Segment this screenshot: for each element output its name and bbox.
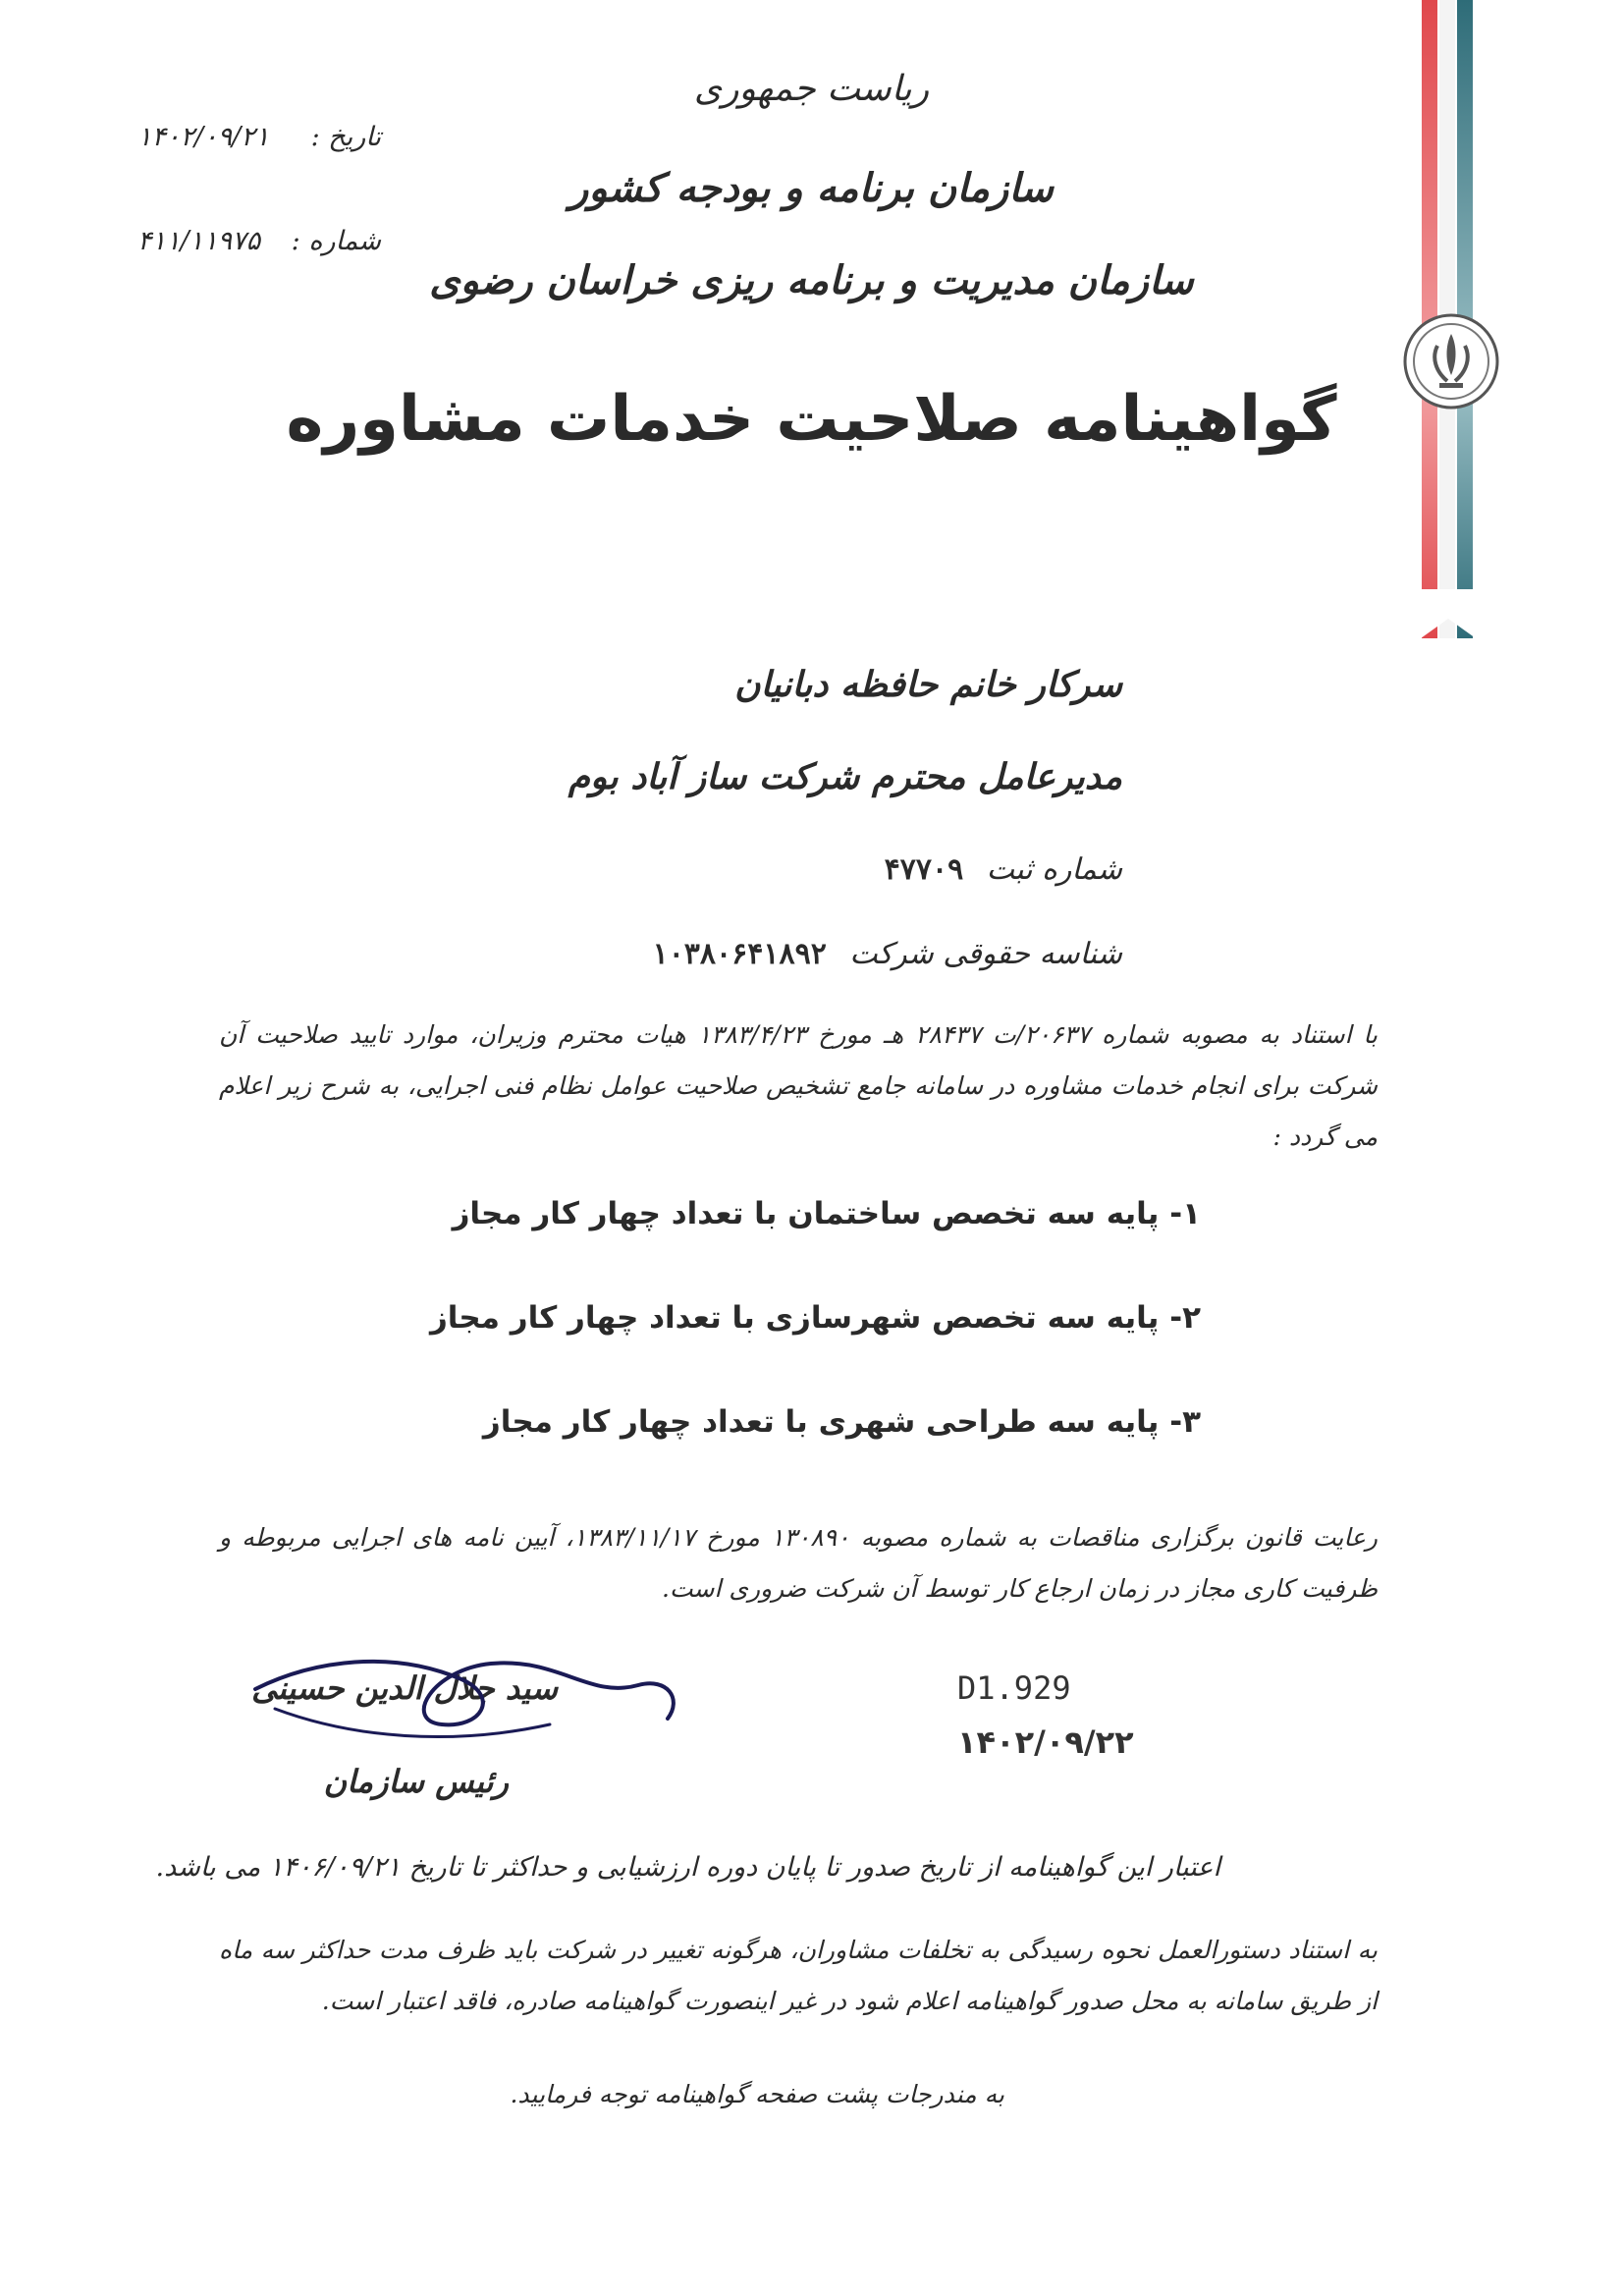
date-value: ۱۴۰۲/۰۹/۲۱ bbox=[137, 122, 270, 152]
company-id-row bbox=[653, 937, 1122, 971]
validity-line: اعتبار این گواهینامه از تاریخ صدور تا پایان دوره ارزشیابی و حداکثر تا تاریخ ۱۴۰۶/۰۹/۲۱ می باشد. bbox=[155, 1852, 1220, 1883]
signature-scribble bbox=[236, 1630, 697, 1768]
header-line-1: ریاست جمهوری bbox=[693, 69, 930, 109]
intro-paragraph: با استناد به مصوبه شماره ۲۰۶۳۷/ت ۲۸۴۳۷ هـ مورخ ۱۳۸۳/۴/۲۳ هیات محترم وزیران، موارد تایید صلاحیت آن شرکت برای انجام خدمات مشاوره در سامانه جامع تشخیص صلاحیت عوامل نظام فنی اجرایی، به شرح زیر اعلام می گردد : bbox=[219, 1020, 1379, 1151]
registration-row bbox=[885, 852, 1122, 887]
item-2: ۲- پایه سه تخصص شهرسازی با تعداد چهار کار مجاز bbox=[429, 1300, 1201, 1336]
handwritten-code: D1.929 bbox=[957, 1669, 1071, 1707]
handwritten-date: ۱۴۰۲/۰۹/۲۲ bbox=[957, 1723, 1134, 1761]
instruction-paragraph: به استناد دستورالعمل نحوه رسیدگی به تخلفات مشاوران، هرگونه تغییر در شرکت باید ظرف مدت حداکثر سه ماه از طریق سامانه به محل صدور گواهینامه اعلام شود در غیر اینصورت گواهینامه صادره، فاقد اعتبار است. bbox=[219, 1936, 1378, 2015]
company-id-label: شناسه حقوقی شرکت bbox=[849, 937, 1122, 971]
signatory-title: رئیس سازمان bbox=[323, 1763, 509, 1800]
number-value: ۴۱۱/۱۱۹۷۵ bbox=[137, 226, 261, 256]
item-1: ۱- پایه سه تخصص ساختمان با تعداد چهار کار مجاز bbox=[452, 1196, 1201, 1231]
registration-label: شماره ثبت bbox=[986, 852, 1122, 887]
note-paragraph: رعایت قانون برگزاری مناقصات به شماره مصوبه ۱۳۰۸۹۰ مورخ ۱۳۸۳/۱۱/۱۷، آیین نامه های اجرایی مربوطه و ظرفیت کاری مجاز در زمان ارجاع کار توسط آن شرکت ضروری است. bbox=[219, 1523, 1378, 1603]
number-label: شماره : bbox=[291, 226, 381, 256]
date-row bbox=[311, 122, 381, 152]
closing-line: به مندرجات پشت صفحه گواهینامه توجه فرمایید. bbox=[510, 2080, 1004, 2108]
recipient-name: سرکار خانم حافظه دبانیان bbox=[734, 664, 1122, 705]
header-line-2: سازمان برنامه و بودجه کشور bbox=[569, 165, 1054, 211]
header-line-3: سازمان مدیریت و برنامه ریزی خراسان رضوی bbox=[429, 257, 1194, 303]
signatory-name: سید جلال الدین حسینی bbox=[251, 1669, 558, 1707]
recipient-role: مدیرعامل محترم شرکت ساز آباد بوم bbox=[568, 756, 1122, 797]
ribbon-tail bbox=[1414, 589, 1483, 648]
page-title: گواهینامه صلاحیت خدمات مشاوره bbox=[286, 383, 1337, 456]
company-id-value: ۱۰۳۸۰۶۴۱۸۹۲ bbox=[652, 937, 827, 971]
date-label: تاریخ : bbox=[310, 122, 381, 152]
item-3: ۳- پایه سه طراحی شهری با تعداد چهار کار مجاز bbox=[482, 1404, 1201, 1440]
registration-value: ۴۷۷۰۹ bbox=[884, 852, 964, 887]
